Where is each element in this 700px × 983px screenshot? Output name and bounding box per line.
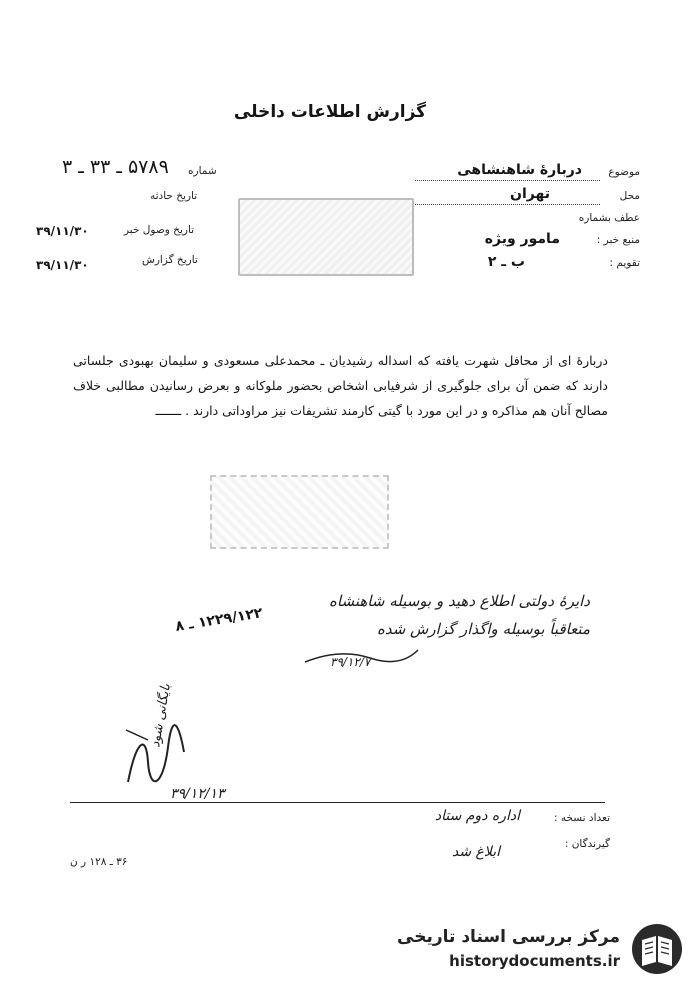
handwritten-note-line1: دایرهٔ دولتی اطلاع دهید و بوسیله شاهنشاه <box>329 592 590 610</box>
watermark-site: historydocuments.ir <box>449 952 620 970</box>
evaluation-label: تقویم : <box>609 257 640 269</box>
source-label: منبع خبر : <box>596 234 640 246</box>
recipients-label: گیرندگان : <box>564 838 610 850</box>
signature-note: بایگانی شود <box>148 682 174 749</box>
handwritten-note-line2: متعاقباً بوسیله واگذار گزارش شده <box>376 620 590 638</box>
handwritten-note-date: ۳۹/۱۲/۷ <box>330 655 371 669</box>
incident-date-label: تاریخ حادثه <box>150 190 198 202</box>
copies-label: تعداد نسخه : <box>553 812 610 824</box>
footer-divider <box>70 802 605 803</box>
subject-label: موضوع <box>608 166 640 178</box>
subject-dotline <box>415 180 600 181</box>
form-code: ۳۶ ـ ۱۲۸ ر ن <box>70 856 128 868</box>
place-label: محل <box>619 190 640 202</box>
place-dotline <box>415 204 600 205</box>
report-title: گزارش اطلاعات داخلی <box>233 102 427 122</box>
report-date-label: تاریخ گزارش <box>142 254 198 266</box>
reference-code: ۱۲۲۹/۱۲۲ ـ ۸ <box>174 605 264 635</box>
reference-label: عطف بشماره <box>578 212 640 224</box>
watermark-title: مرکز بررسی اسناد تاریخی <box>397 927 620 947</box>
received-date-label: تاریخ وصول خبر <box>124 224 195 236</box>
source-value: مامور ویژه <box>484 231 560 247</box>
faded-stamp <box>238 198 414 276</box>
book-icon <box>628 922 686 977</box>
signature-date: ۳۹/۱۲/۱۳ <box>170 786 225 802</box>
evaluation-value: ب ـ ۲ <box>487 254 525 270</box>
copies-value: اداره دوم ستاد <box>434 808 520 824</box>
report-body: دربارهٔ ای از محافل شهرت یافته که اسداله رشیدیان ـ محمدعلی مسعودی و سلیمان بهبودی جلساتی دارند که ضمن آن برای جلوگیری از شرفیابی اشخاص بحضور ملوکانه و بعرض رسانیدن مطالبی خلاف مصالح آنان هم مذاکره و در این مورد با گیتی کارمند تشریفات نیز مراوداتی دارند . ـــــــ <box>73 353 608 418</box>
faded-stamp-lower <box>210 475 389 549</box>
number-value: ۵۷۸۹ ـ ۳۳ ـ ۳ <box>62 156 169 178</box>
place-value: تهران <box>510 186 550 202</box>
subject-value: دربارهٔ شاهنشاهی <box>457 162 582 178</box>
number-label: شماره <box>188 165 217 177</box>
recipients-value: ابلاغ شد <box>451 844 500 860</box>
received-date-value: ۳۹/۱۱/۳۰ <box>36 224 89 238</box>
report-date-value: ۳۹/۱۱/۳۰ <box>36 258 89 272</box>
